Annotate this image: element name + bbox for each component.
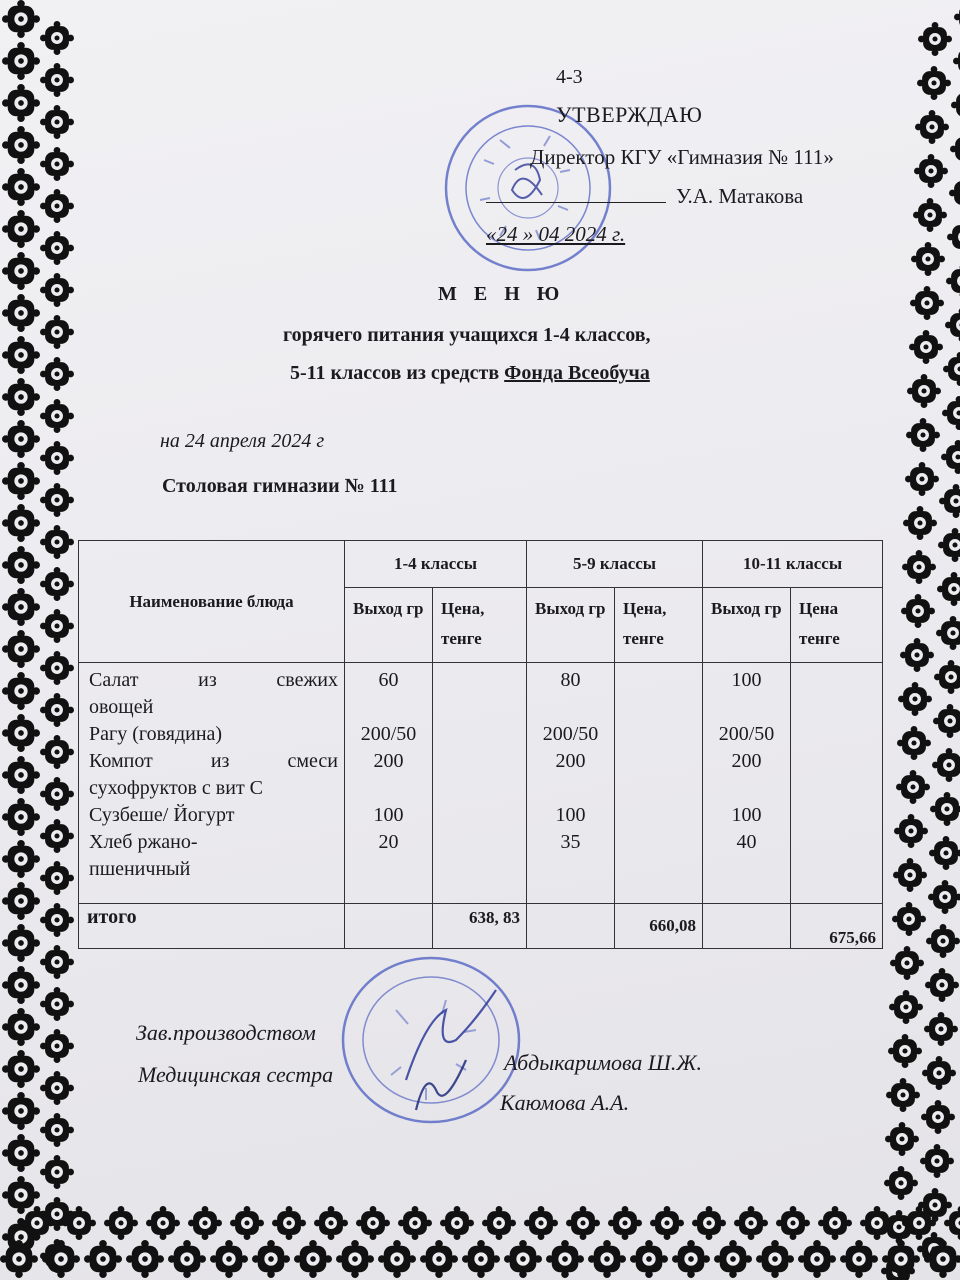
ornament-flower-icon bbox=[40, 945, 74, 979]
dish-line: Хлеб ржано- bbox=[89, 831, 198, 853]
table-header-row bbox=[79, 541, 883, 588]
ornament-flower-icon bbox=[893, 858, 927, 892]
ornament-flower-icon bbox=[336, 1240, 374, 1278]
ornament-flower-icon bbox=[84, 1240, 122, 1278]
ornament-flower-icon bbox=[40, 861, 74, 895]
director-signature-line bbox=[486, 184, 803, 209]
ornament-flower-icon bbox=[2, 882, 40, 920]
price-header: Цена тенге bbox=[791, 588, 883, 663]
ornament-flower-icon bbox=[901, 594, 935, 628]
output-value bbox=[703, 775, 790, 802]
total-1-4: 638, 83 bbox=[433, 904, 527, 949]
ornament-flower-icon bbox=[104, 1206, 138, 1240]
output-1-4-cell bbox=[345, 663, 433, 904]
output-value: 60 bbox=[378, 669, 399, 691]
ornament-flower-icon bbox=[524, 1206, 558, 1240]
approve-label: УТВЕРЖДАЮ bbox=[556, 102, 703, 127]
ornament-flower-icon bbox=[920, 1144, 954, 1178]
menu-date: на 24 апреля 2024 г bbox=[160, 430, 325, 452]
ornament-flower-icon bbox=[898, 682, 932, 716]
ornament-flower-icon bbox=[40, 693, 74, 727]
ornament-flower-icon bbox=[20, 1206, 54, 1240]
ornament-flower-icon bbox=[40, 609, 74, 643]
ornament-flower-icon bbox=[937, 572, 960, 606]
ornament-flower-icon bbox=[756, 1240, 794, 1278]
canteen-name: Столовая гимназии № 111 bbox=[162, 475, 398, 497]
ornament-flower-icon bbox=[2, 126, 40, 164]
signature-blank bbox=[486, 184, 666, 203]
ornament-flower-icon bbox=[462, 1240, 500, 1278]
output-value: 200 bbox=[373, 750, 404, 772]
price-5-9-cell bbox=[615, 663, 703, 904]
ornament-flower-icon bbox=[946, 264, 960, 298]
ornament-flower-icon bbox=[949, 176, 960, 210]
output-value: 200/50 bbox=[360, 723, 417, 745]
ornament-flower-icon bbox=[888, 1034, 922, 1068]
ornament-flower-icon bbox=[0, 1240, 38, 1278]
output-10-11-cell bbox=[703, 663, 791, 904]
ornament-flower-icon bbox=[126, 1240, 164, 1278]
ornament-flower-icon bbox=[2, 840, 40, 878]
output-header: Выход гр bbox=[527, 588, 615, 663]
ornament-flower-icon bbox=[2, 336, 40, 374]
page-number: 4-3 bbox=[556, 66, 583, 88]
output-value: 100 bbox=[555, 804, 586, 826]
ornament-flower-icon bbox=[40, 483, 74, 517]
output-value: 200 bbox=[731, 750, 762, 772]
ornament-flower-icon bbox=[40, 189, 74, 223]
ornament-flower-icon bbox=[2, 294, 40, 332]
output-value: 100 bbox=[373, 804, 404, 826]
price-header: Цена, тенге bbox=[433, 588, 527, 663]
ornament-flower-icon bbox=[2, 210, 40, 248]
ornament-flower-icon bbox=[950, 132, 960, 166]
table-body-row bbox=[79, 663, 883, 904]
total-empty-cell bbox=[527, 904, 615, 949]
output-value bbox=[345, 775, 432, 802]
ornament-flower-icon bbox=[630, 1240, 668, 1278]
ornament-flower-icon bbox=[40, 735, 74, 769]
ornament-flower-icon bbox=[885, 1122, 919, 1156]
ornament-flower-icon bbox=[860, 1206, 894, 1240]
ornament-flower-icon bbox=[2, 966, 40, 1004]
ornament-flower-icon bbox=[42, 1240, 80, 1278]
ornament-flower-icon bbox=[2, 588, 40, 626]
output-value: 20 bbox=[378, 831, 399, 853]
grade-header-1-4: 1-4 классы bbox=[345, 541, 527, 588]
fund-name: Фонда Всеобуча bbox=[504, 362, 650, 384]
ornament-flower-icon bbox=[168, 1240, 206, 1278]
ornament-flower-icon bbox=[608, 1206, 642, 1240]
price-header: Цена, тенге bbox=[615, 588, 703, 663]
menu-subtitle-line2 bbox=[290, 362, 650, 385]
ornament-flower-icon bbox=[945, 308, 960, 342]
output-value bbox=[527, 694, 614, 721]
ornament-flower-icon bbox=[894, 814, 928, 848]
ornament-flower-icon bbox=[2, 1050, 40, 1088]
output-value: 40 bbox=[736, 831, 757, 853]
ornament-flower-icon bbox=[40, 63, 74, 97]
price-1-4-cell bbox=[433, 663, 527, 904]
menu-table bbox=[78, 540, 883, 949]
ornament-flower-icon bbox=[939, 484, 960, 518]
ornament-flower-icon bbox=[40, 1113, 74, 1147]
ornament-flower-icon bbox=[840, 1240, 878, 1278]
menu-title: М Е Н Ю bbox=[438, 283, 566, 305]
output-value: 200/50 bbox=[718, 723, 775, 745]
ornament-flower-icon bbox=[40, 1071, 74, 1105]
ornament-flower-icon bbox=[2, 924, 40, 962]
dish-line: Рагу (говядина) bbox=[89, 723, 223, 745]
ornament-flower-icon bbox=[40, 315, 74, 349]
output-header: Выход гр bbox=[345, 588, 433, 663]
dish-line: овощей bbox=[89, 696, 154, 718]
dish-line: сухофруктов с вит С bbox=[89, 777, 264, 799]
ornament-flower-icon bbox=[903, 506, 937, 540]
ornament-flower-icon bbox=[890, 946, 924, 980]
output-value: 200 bbox=[555, 750, 586, 772]
role-nurse: Медицинская сестра bbox=[138, 1062, 334, 1087]
ornament-flower-icon bbox=[892, 902, 926, 936]
ornament-flower-icon bbox=[2, 504, 40, 542]
ornament-flower-icon bbox=[2, 420, 40, 458]
output-value: 200/50 bbox=[542, 723, 599, 745]
ornament-flower-icon bbox=[929, 836, 960, 870]
ornament-flower-icon bbox=[900, 638, 934, 672]
ornament-flower-icon bbox=[943, 352, 960, 386]
ornament-flower-icon bbox=[378, 1240, 416, 1278]
ornament-flower-icon bbox=[2, 714, 40, 752]
ornament-flower-icon bbox=[2, 168, 40, 206]
menu-subtitle-line1: горячего питания учащихся 1-4 классов, bbox=[283, 324, 651, 346]
ornament-flower-icon bbox=[906, 418, 940, 452]
ornament-flower-icon bbox=[272, 1206, 306, 1240]
ornament-flower-icon bbox=[924, 1240, 960, 1278]
ornament-flower-icon bbox=[2, 0, 40, 38]
subtitle-prefix: 5-11 классов из средств bbox=[290, 362, 505, 384]
ornament-flower-icon bbox=[40, 777, 74, 811]
output-value bbox=[703, 694, 790, 721]
output-value: 35 bbox=[560, 831, 581, 853]
director-title: Директор КГУ «Гимназия № 111» bbox=[530, 145, 834, 169]
ornament-flower-icon bbox=[936, 616, 960, 650]
output-5-9-cell bbox=[527, 663, 615, 904]
grade-header-5-9: 5-9 классы bbox=[527, 541, 703, 588]
ornament-flower-icon bbox=[889, 990, 923, 1024]
ornament-flower-icon bbox=[566, 1206, 600, 1240]
ornament-flower-icon bbox=[146, 1206, 180, 1240]
ornament-flower-icon bbox=[650, 1206, 684, 1240]
role-production-head: Зав.производством bbox=[136, 1020, 316, 1045]
name-production-head: Абдыкаримова Ш.Ж. bbox=[504, 1050, 702, 1075]
ornament-flower-icon bbox=[188, 1206, 222, 1240]
total-label: итого bbox=[79, 904, 345, 949]
ornament-flower-icon bbox=[798, 1240, 836, 1278]
ornament-flower-icon bbox=[2, 798, 40, 836]
ornament-flower-icon bbox=[2, 42, 40, 80]
ornament-flower-icon bbox=[2, 546, 40, 584]
ornament-flower-icon bbox=[40, 441, 74, 475]
grade-header-10-11: 10-11 классы bbox=[703, 541, 883, 588]
ornament-flower-icon bbox=[934, 660, 960, 694]
ornament-flower-icon bbox=[902, 1206, 936, 1240]
ornament-flower-icon bbox=[40, 525, 74, 559]
ornament-flower-icon bbox=[947, 220, 960, 254]
dish-line: пшеничный bbox=[89, 858, 191, 880]
ornament-flower-icon bbox=[951, 88, 960, 122]
ornament-flower-icon bbox=[692, 1206, 726, 1240]
ornament-flower-icon bbox=[818, 1206, 852, 1240]
ornament-flower-icon bbox=[909, 330, 943, 364]
ornament-flower-icon bbox=[2, 1008, 40, 1046]
ornament-flower-icon bbox=[714, 1240, 752, 1278]
output-value: 100 bbox=[731, 669, 762, 691]
ornament-flower-icon bbox=[882, 1240, 920, 1278]
name-nurse: Каюмова А.А. bbox=[500, 1090, 630, 1115]
ornament-flower-icon bbox=[902, 550, 936, 584]
ornament-flower-icon bbox=[40, 147, 74, 181]
ornament-flower-icon bbox=[40, 105, 74, 139]
ornament-flower-icon bbox=[2, 462, 40, 500]
ornament-flower-icon bbox=[546, 1240, 584, 1278]
dish-line: Сузбеше/ Йогурт bbox=[89, 804, 235, 826]
ornament-flower-icon bbox=[40, 273, 74, 307]
ornament-flower-icon bbox=[921, 1100, 955, 1134]
dish-line: Салат из свежих bbox=[89, 669, 338, 691]
output-value: 80 bbox=[560, 669, 581, 691]
ornament-flower-icon bbox=[588, 1240, 626, 1278]
ornament-flower-icon bbox=[294, 1240, 332, 1278]
ornament-flower-icon bbox=[40, 231, 74, 265]
ornament-flower-icon bbox=[2, 1134, 40, 1172]
ornament-flower-icon bbox=[922, 1056, 956, 1090]
ornament-flower-icon bbox=[924, 1012, 958, 1046]
ornament-flower-icon bbox=[40, 903, 74, 937]
ornament-flower-icon bbox=[910, 286, 944, 320]
total-empty-cell bbox=[345, 904, 433, 949]
ornament-flower-icon bbox=[941, 440, 960, 474]
ornament-flower-icon bbox=[40, 987, 74, 1021]
price-10-11-cell bbox=[791, 663, 883, 904]
ornament-flower-icon bbox=[907, 374, 941, 408]
ornament-flower-icon bbox=[925, 968, 959, 1002]
output-header: Выход гр bbox=[703, 588, 791, 663]
ornament-flower-icon bbox=[252, 1240, 290, 1278]
ornament-flower-icon bbox=[40, 1155, 74, 1189]
ornament-flower-icon bbox=[776, 1206, 810, 1240]
ornament-flower-icon bbox=[2, 672, 40, 710]
ornament-flower-icon bbox=[40, 357, 74, 391]
dish-name-header: Наименование блюда bbox=[79, 541, 345, 663]
ornament-flower-icon bbox=[314, 1206, 348, 1240]
ornament-flower-icon bbox=[917, 66, 951, 100]
ornament-flower-icon bbox=[482, 1206, 516, 1240]
ornament-flower-icon bbox=[2, 756, 40, 794]
output-value bbox=[527, 775, 614, 802]
ornament-flower-icon bbox=[938, 528, 960, 562]
ornament-flower-icon bbox=[672, 1240, 710, 1278]
ornament-flower-icon bbox=[40, 399, 74, 433]
ornament-flower-icon bbox=[886, 1078, 920, 1112]
ornament-flower-icon bbox=[918, 22, 952, 56]
ornament-flower-icon bbox=[420, 1240, 458, 1278]
ornament-flower-icon bbox=[40, 819, 74, 853]
ornament-flower-icon bbox=[944, 1206, 960, 1240]
ornament-flower-icon bbox=[2, 1092, 40, 1130]
ornament-flower-icon bbox=[930, 792, 960, 826]
ornament-flower-icon bbox=[905, 462, 939, 496]
ornament-flower-icon bbox=[440, 1206, 474, 1240]
ornament-flower-icon bbox=[398, 1206, 432, 1240]
ornament-flower-icon bbox=[932, 748, 960, 782]
ornament-flower-icon bbox=[40, 651, 74, 685]
ornament-flower-icon bbox=[734, 1206, 768, 1240]
ornament-flower-icon bbox=[926, 924, 960, 958]
ornament-flower-icon bbox=[914, 154, 948, 188]
ornament-flower-icon bbox=[942, 396, 960, 430]
ornament-flower-icon bbox=[2, 378, 40, 416]
output-value: 100 bbox=[731, 804, 762, 826]
ornament-flower-icon bbox=[40, 21, 74, 55]
ornament-flower-icon bbox=[933, 704, 960, 738]
ornament-flower-icon bbox=[230, 1206, 264, 1240]
output-value bbox=[345, 694, 432, 721]
ornament-flower-icon bbox=[2, 252, 40, 290]
ornament-flower-icon bbox=[897, 726, 931, 760]
total-10-11: 675,66 bbox=[791, 904, 883, 949]
ornament-flower-icon bbox=[40, 1029, 74, 1063]
ornament-flower-icon bbox=[2, 630, 40, 668]
canteen-seal-stamp bbox=[336, 950, 526, 1130]
dish-line: Компот из смеси bbox=[89, 750, 338, 772]
ornament-flower-icon bbox=[504, 1240, 542, 1278]
dishes-cell bbox=[79, 663, 345, 904]
ornament-flower-icon bbox=[913, 198, 947, 232]
ornament-flower-icon bbox=[953, 44, 960, 78]
approval-date: «24 » 04 2024 г. bbox=[486, 222, 626, 246]
ornament-flower-icon bbox=[911, 242, 945, 276]
ornament-flower-icon bbox=[2, 84, 40, 122]
total-empty-cell bbox=[703, 904, 791, 949]
director-name: У.А. Матакова bbox=[676, 184, 804, 208]
ornament-flower-icon bbox=[210, 1240, 248, 1278]
total-5-9: 660,08 bbox=[615, 904, 703, 949]
ornament-flower-icon bbox=[884, 1166, 918, 1200]
ornament-flower-icon bbox=[896, 770, 930, 804]
ornament-flower-icon bbox=[954, 0, 960, 34]
table-total-row bbox=[79, 904, 883, 949]
ornament-flower-icon bbox=[40, 567, 74, 601]
ornament-flower-icon bbox=[62, 1206, 96, 1240]
ornament-flower-icon bbox=[915, 110, 949, 144]
ornament-flower-icon bbox=[356, 1206, 390, 1240]
ornament-flower-icon bbox=[928, 880, 960, 914]
